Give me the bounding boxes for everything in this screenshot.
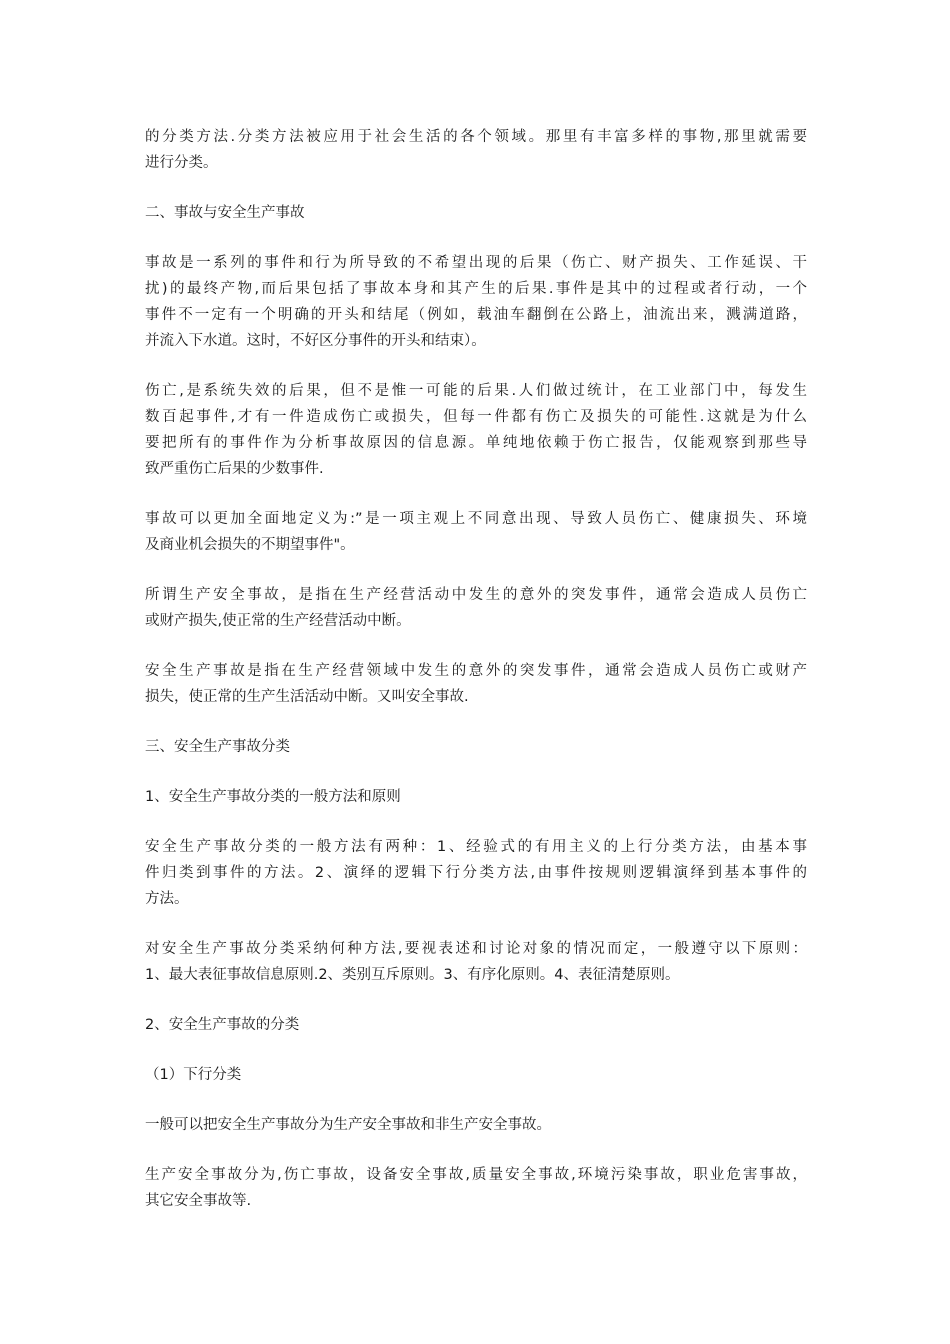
heading-text: （1）下行分类	[145, 1067, 242, 1083]
paragraph-intro	[145, 124, 807, 176]
section-heading-accident-and-safety-accident	[145, 200, 807, 226]
paragraph-safety-production-accident	[145, 658, 807, 710]
paragraph-casualty	[145, 378, 807, 482]
text-line: 一般可以把安全生产事故分为生产安全事故和非生产安全事故。	[145, 1117, 551, 1133]
text-line: 及商业机会损失的不期望事件"。	[145, 537, 355, 553]
paragraph-methods	[145, 834, 807, 912]
text-line: 损失，使正常的生产生活活动中断。又叫安全事故.	[145, 689, 469, 705]
paragraph-general-division	[145, 1112, 807, 1138]
heading-text: 2、安全生产事故的分类	[145, 1017, 300, 1033]
heading-text: 三、安全生产事故分类	[145, 739, 290, 755]
text-line: 事故是一系列的事件和行为所导致的不希望出现的后果（伤亡、财产损失、工作延误、干	[145, 255, 807, 271]
document-page	[145, 124, 807, 1238]
text-line: 件归类到事件的方法。2、演绎的逻辑下行分类方法,由事件按规则逻辑演绎到基本事件的	[145, 865, 807, 881]
text-line: 1、最大表征事故信息原则.2、类别互斥原则。3、有序化原则。4、表征清楚原则。	[145, 967, 680, 983]
heading-text: 二、事故与安全生产事故	[145, 205, 305, 221]
subheading-classification-of-accidents	[145, 1012, 807, 1038]
text-line: 扰)的最终产物,而后果包括了事故本身和其产生的后果.事件是其中的过程或者行动，一个	[145, 281, 807, 297]
paragraph-accident-definition	[145, 250, 807, 354]
paragraph-accident-types	[145, 1162, 807, 1214]
text-line: 安全生产事故分类的一般方法有两种：1、经验式的有用主义的上行分类方法，由基本事	[145, 839, 807, 855]
text-line: 方法。	[145, 891, 189, 907]
section-heading-classification	[145, 734, 807, 760]
text-line: 其它安全事故等.	[145, 1193, 252, 1209]
paragraph-principles	[145, 936, 807, 988]
text-line: 数百起事件,才有一件造成伤亡或损失，但每一件都有伤亡及损失的可能性.这就是为什么	[145, 409, 807, 425]
text-line: 事故可以更加全面地定义为:”是一项主观上不同意出现、导致人员伤亡、健康损失、环境	[145, 511, 807, 527]
subheading-general-methods	[145, 784, 807, 810]
paragraph-full-definition	[145, 506, 807, 558]
paragraph-production-safety-accident	[145, 582, 807, 634]
subheading-downward-classification	[145, 1062, 807, 1088]
text-line: 并流入下水道。这时，不好区分事件的开头和结束）。	[145, 333, 486, 349]
text-line: 要把所有的事件作为分析事故原因的信息源。单纯地依赖于伤亡报告，仅能观察到那些导	[145, 435, 807, 451]
text-line: 进行分类。	[145, 155, 218, 171]
text-line: 致严重伤亡后果的少数事件.	[145, 461, 324, 477]
text-line: 生产安全事故分为,伤亡事故，设备安全事故,质量安全事故,环境污染事故，职业危害事故，	[145, 1167, 807, 1183]
heading-text: 1、安全生产事故分类的一般方法和原则	[145, 789, 401, 805]
text-line: 或财产损失,使正常的生产经营活动中断。	[145, 613, 411, 629]
text-line: 所谓生产安全事故，是指在生产经营活动中发生的意外的突发事件，通常会造成人员伤亡	[145, 587, 807, 603]
text-line: 对安全生产事故分类采纳何种方法,要视表述和讨论对象的情况而定，一般遵守以下原则：	[145, 941, 807, 957]
text-line: 事件不一定有一个明确的开头和结尾（例如，载油车翻倒在公路上，油流出来，溅满道路，	[145, 307, 807, 323]
text-line: 伤亡,是系统失效的后果，但不是惟一可能的后果.人们做过统计，在工业部门中，每发生	[145, 383, 807, 399]
text-line: 安全生产事故是指在生产经营领域中发生的意外的突发事件，通常会造成人员伤亡或财产	[145, 663, 807, 679]
text-line: 的分类方法.分类方法被应用于社会生活的各个领域。那里有丰富多样的事物,那里就需要	[145, 129, 807, 145]
